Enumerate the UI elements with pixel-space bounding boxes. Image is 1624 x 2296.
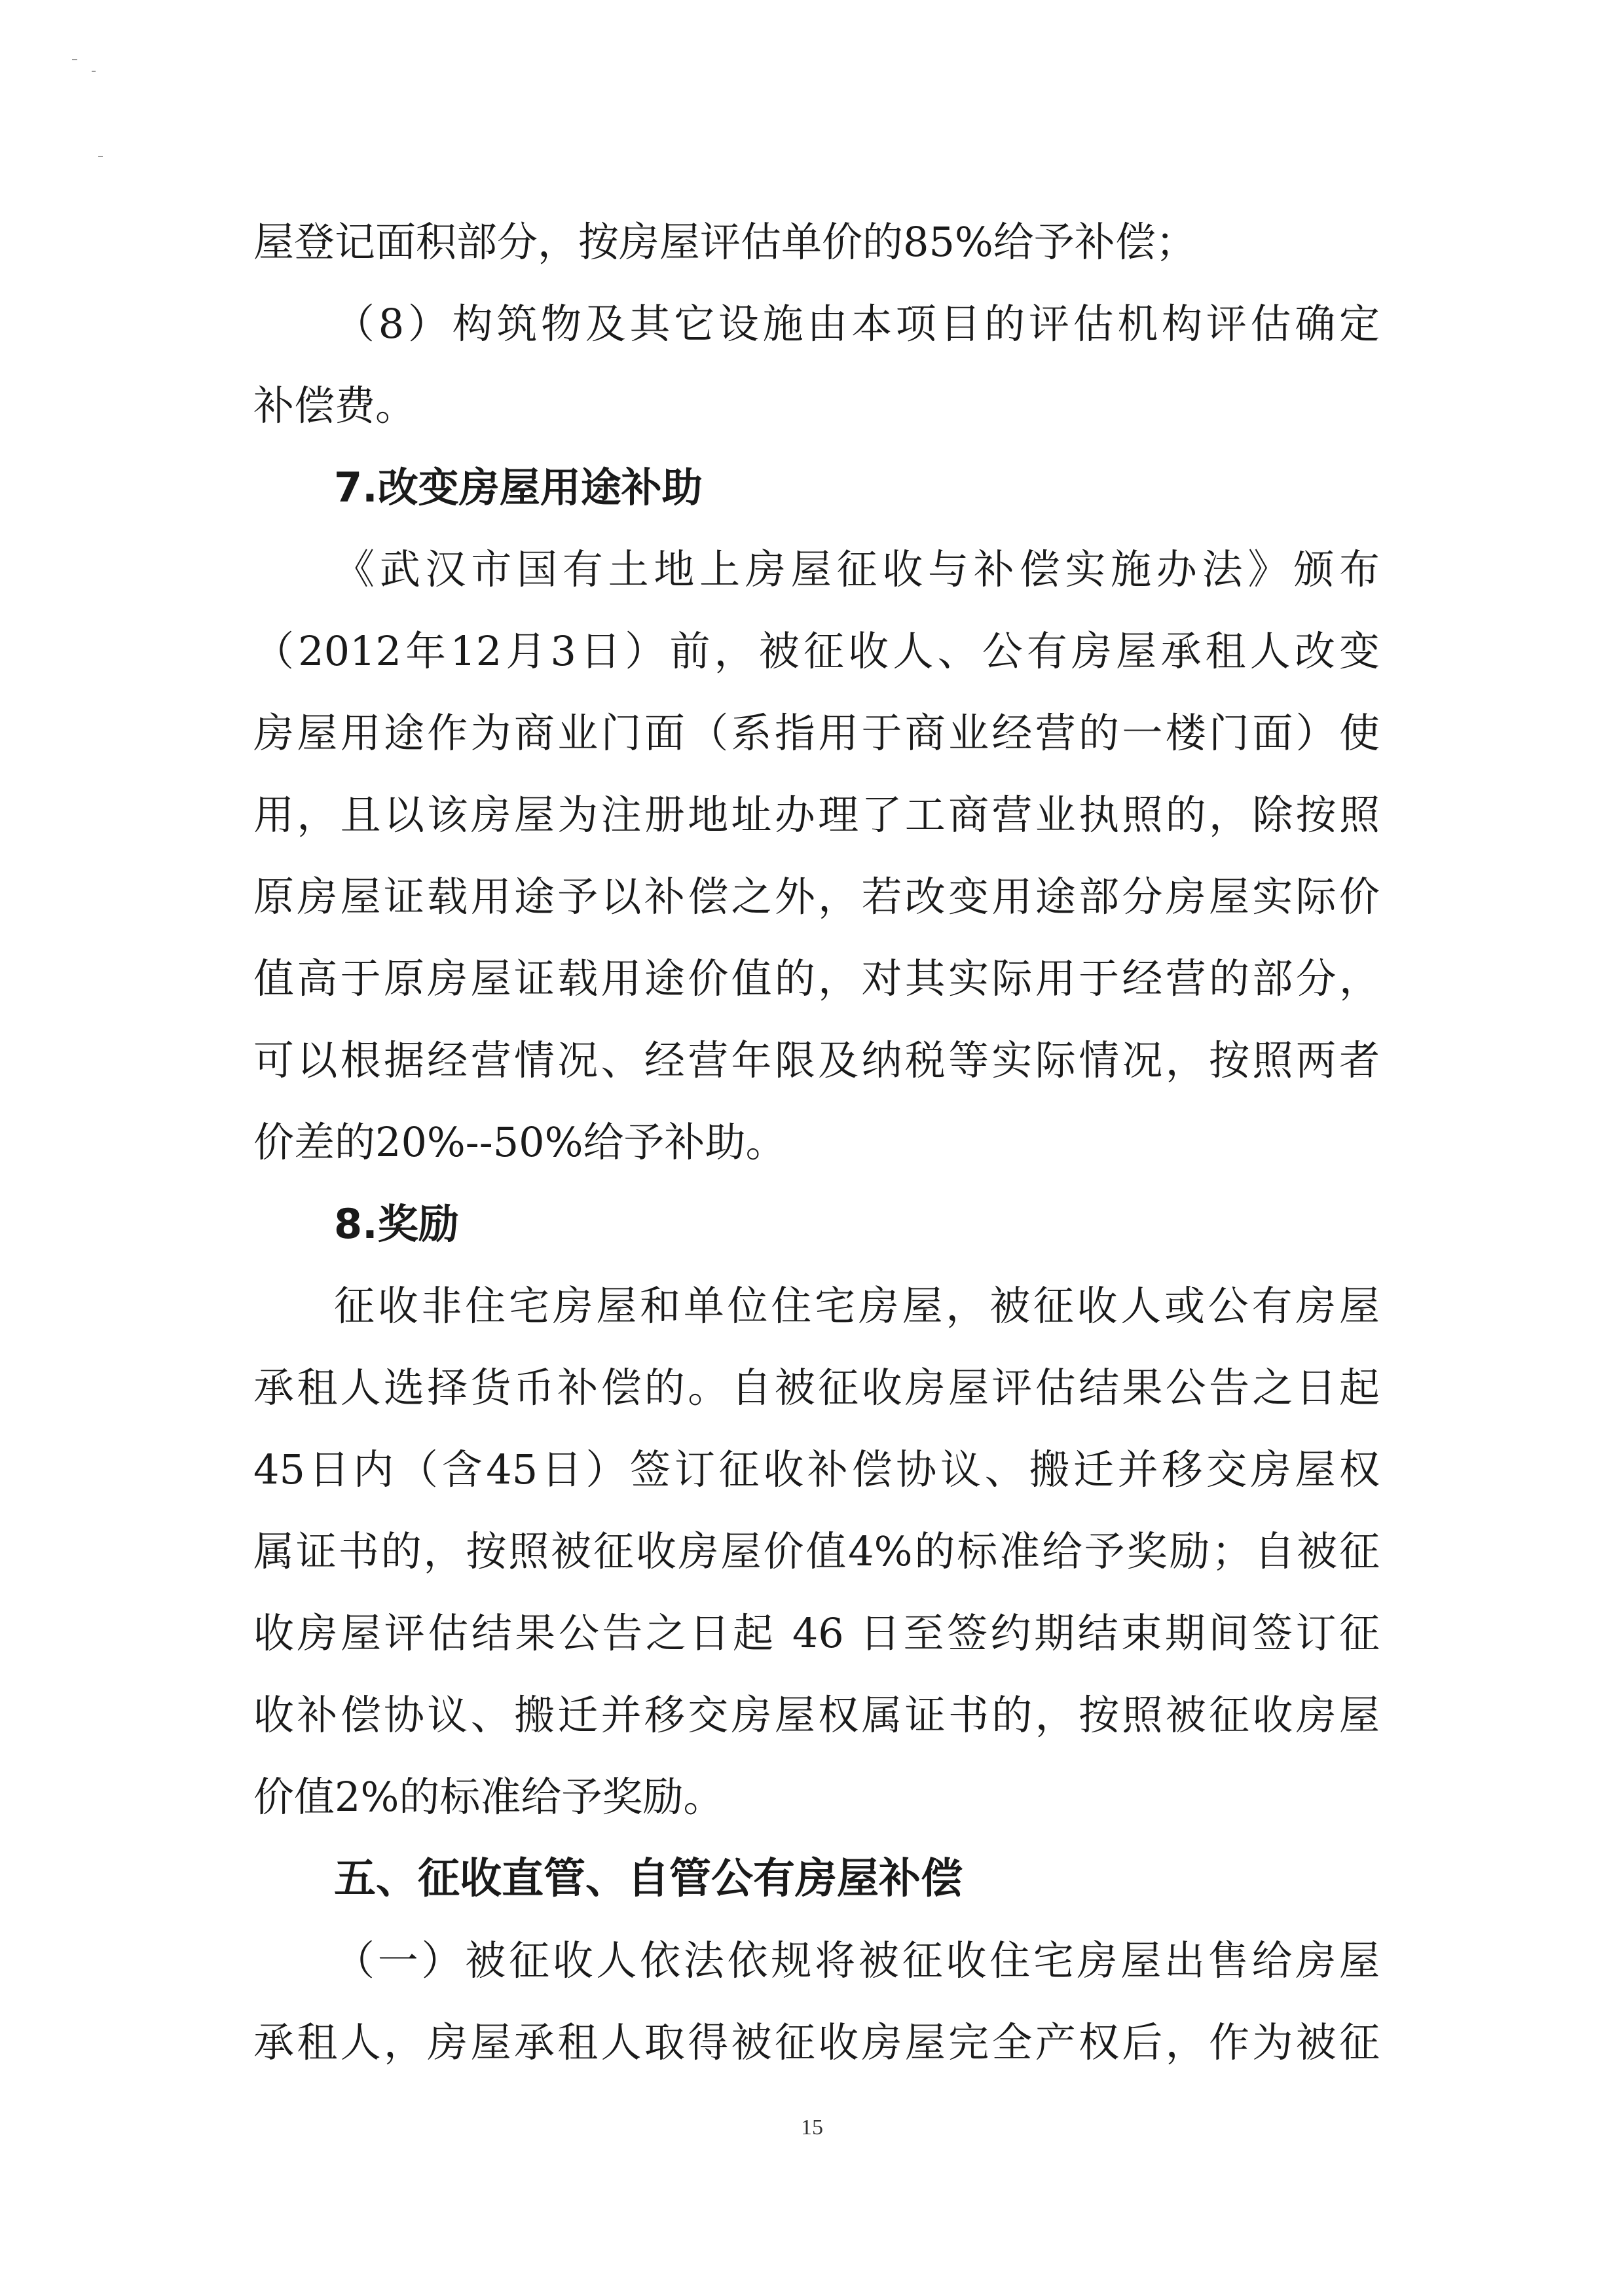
paragraph-line: 屋登记面积部分，按房屋评估单价的85%给予补偿； (253, 218, 1196, 266)
paragraph-line: 补偿费。 (253, 382, 416, 429)
section-heading: 五、征收直管、自管公有房屋补偿 (334, 1855, 963, 1903)
paragraph-line: 价差的20%--50%给予补助。 (253, 1118, 786, 1166)
paragraph-line: 45日内（含45日）签订征收补偿协议、搬迁并移交房屋权 (253, 1446, 1380, 1493)
subheading: 7.改变房屋用途补助 (334, 464, 703, 511)
scan-speck (98, 156, 103, 157)
paragraph-line: 承租人，房屋承租人取得被征收房屋完全产权后，作为被征 (253, 2018, 1380, 2066)
paragraph-line: 价值2%的标准给予奖励。 (253, 1773, 724, 1821)
paragraph-line: （8）构筑物及其它设施由本项目的评估机构评估确定 (334, 300, 1380, 348)
paragraph-line: （一）被征收人依法依规将被征收住宅房屋出售给房屋 (334, 1937, 1380, 1984)
paragraph-line: 房屋用途作为商业门面（系指用于商业经营的一楼门面）使 (253, 709, 1380, 757)
paragraph-line: 用，且以该房屋为注册地址办理了工商营业执照的，除按照 (253, 791, 1380, 839)
paragraph-line: （2012年12月3日）前，被征收人、公有房屋承租人改变 (253, 627, 1380, 675)
subheading: 8.奖励 (334, 1200, 459, 1248)
paragraph-line: 承租人选择货币补偿的。自被征收房屋评估结果公告之日起 (253, 1364, 1380, 1412)
paragraph-line: 《武汉市国有土地上房屋征收与补偿实施办法》颁布 (334, 545, 1380, 593)
paragraph-line: 可以根据经营情况、经营年限及纳税等实际情况，按照两者 (253, 1036, 1380, 1084)
page-number: 15 (801, 2115, 823, 2140)
paragraph-line: 收房屋评估结果公告之日起 46 日至签约期结束期间签订征 (253, 1609, 1380, 1657)
paragraph-line: 属证书的，按照被征收房屋价值4%的标准给予奖励；自被征 (253, 1527, 1380, 1575)
paragraph-line: 值高于原房屋证载用途价值的，对其实际用于经营的部分， (253, 955, 1380, 1002)
scan-speck (92, 71, 96, 72)
paragraph-line: 征收非住宅房屋和单位住宅房屋，被征收人或公有房屋 (334, 1282, 1380, 1330)
paragraph-line: 收补偿协议、搬迁并移交房屋权属证书的，按照被征收房屋 (253, 1691, 1380, 1739)
scan-speck (72, 59, 77, 60)
paragraph-line: 原房屋证载用途予以补偿之外，若改变用途部分房屋实际价 (253, 873, 1380, 920)
